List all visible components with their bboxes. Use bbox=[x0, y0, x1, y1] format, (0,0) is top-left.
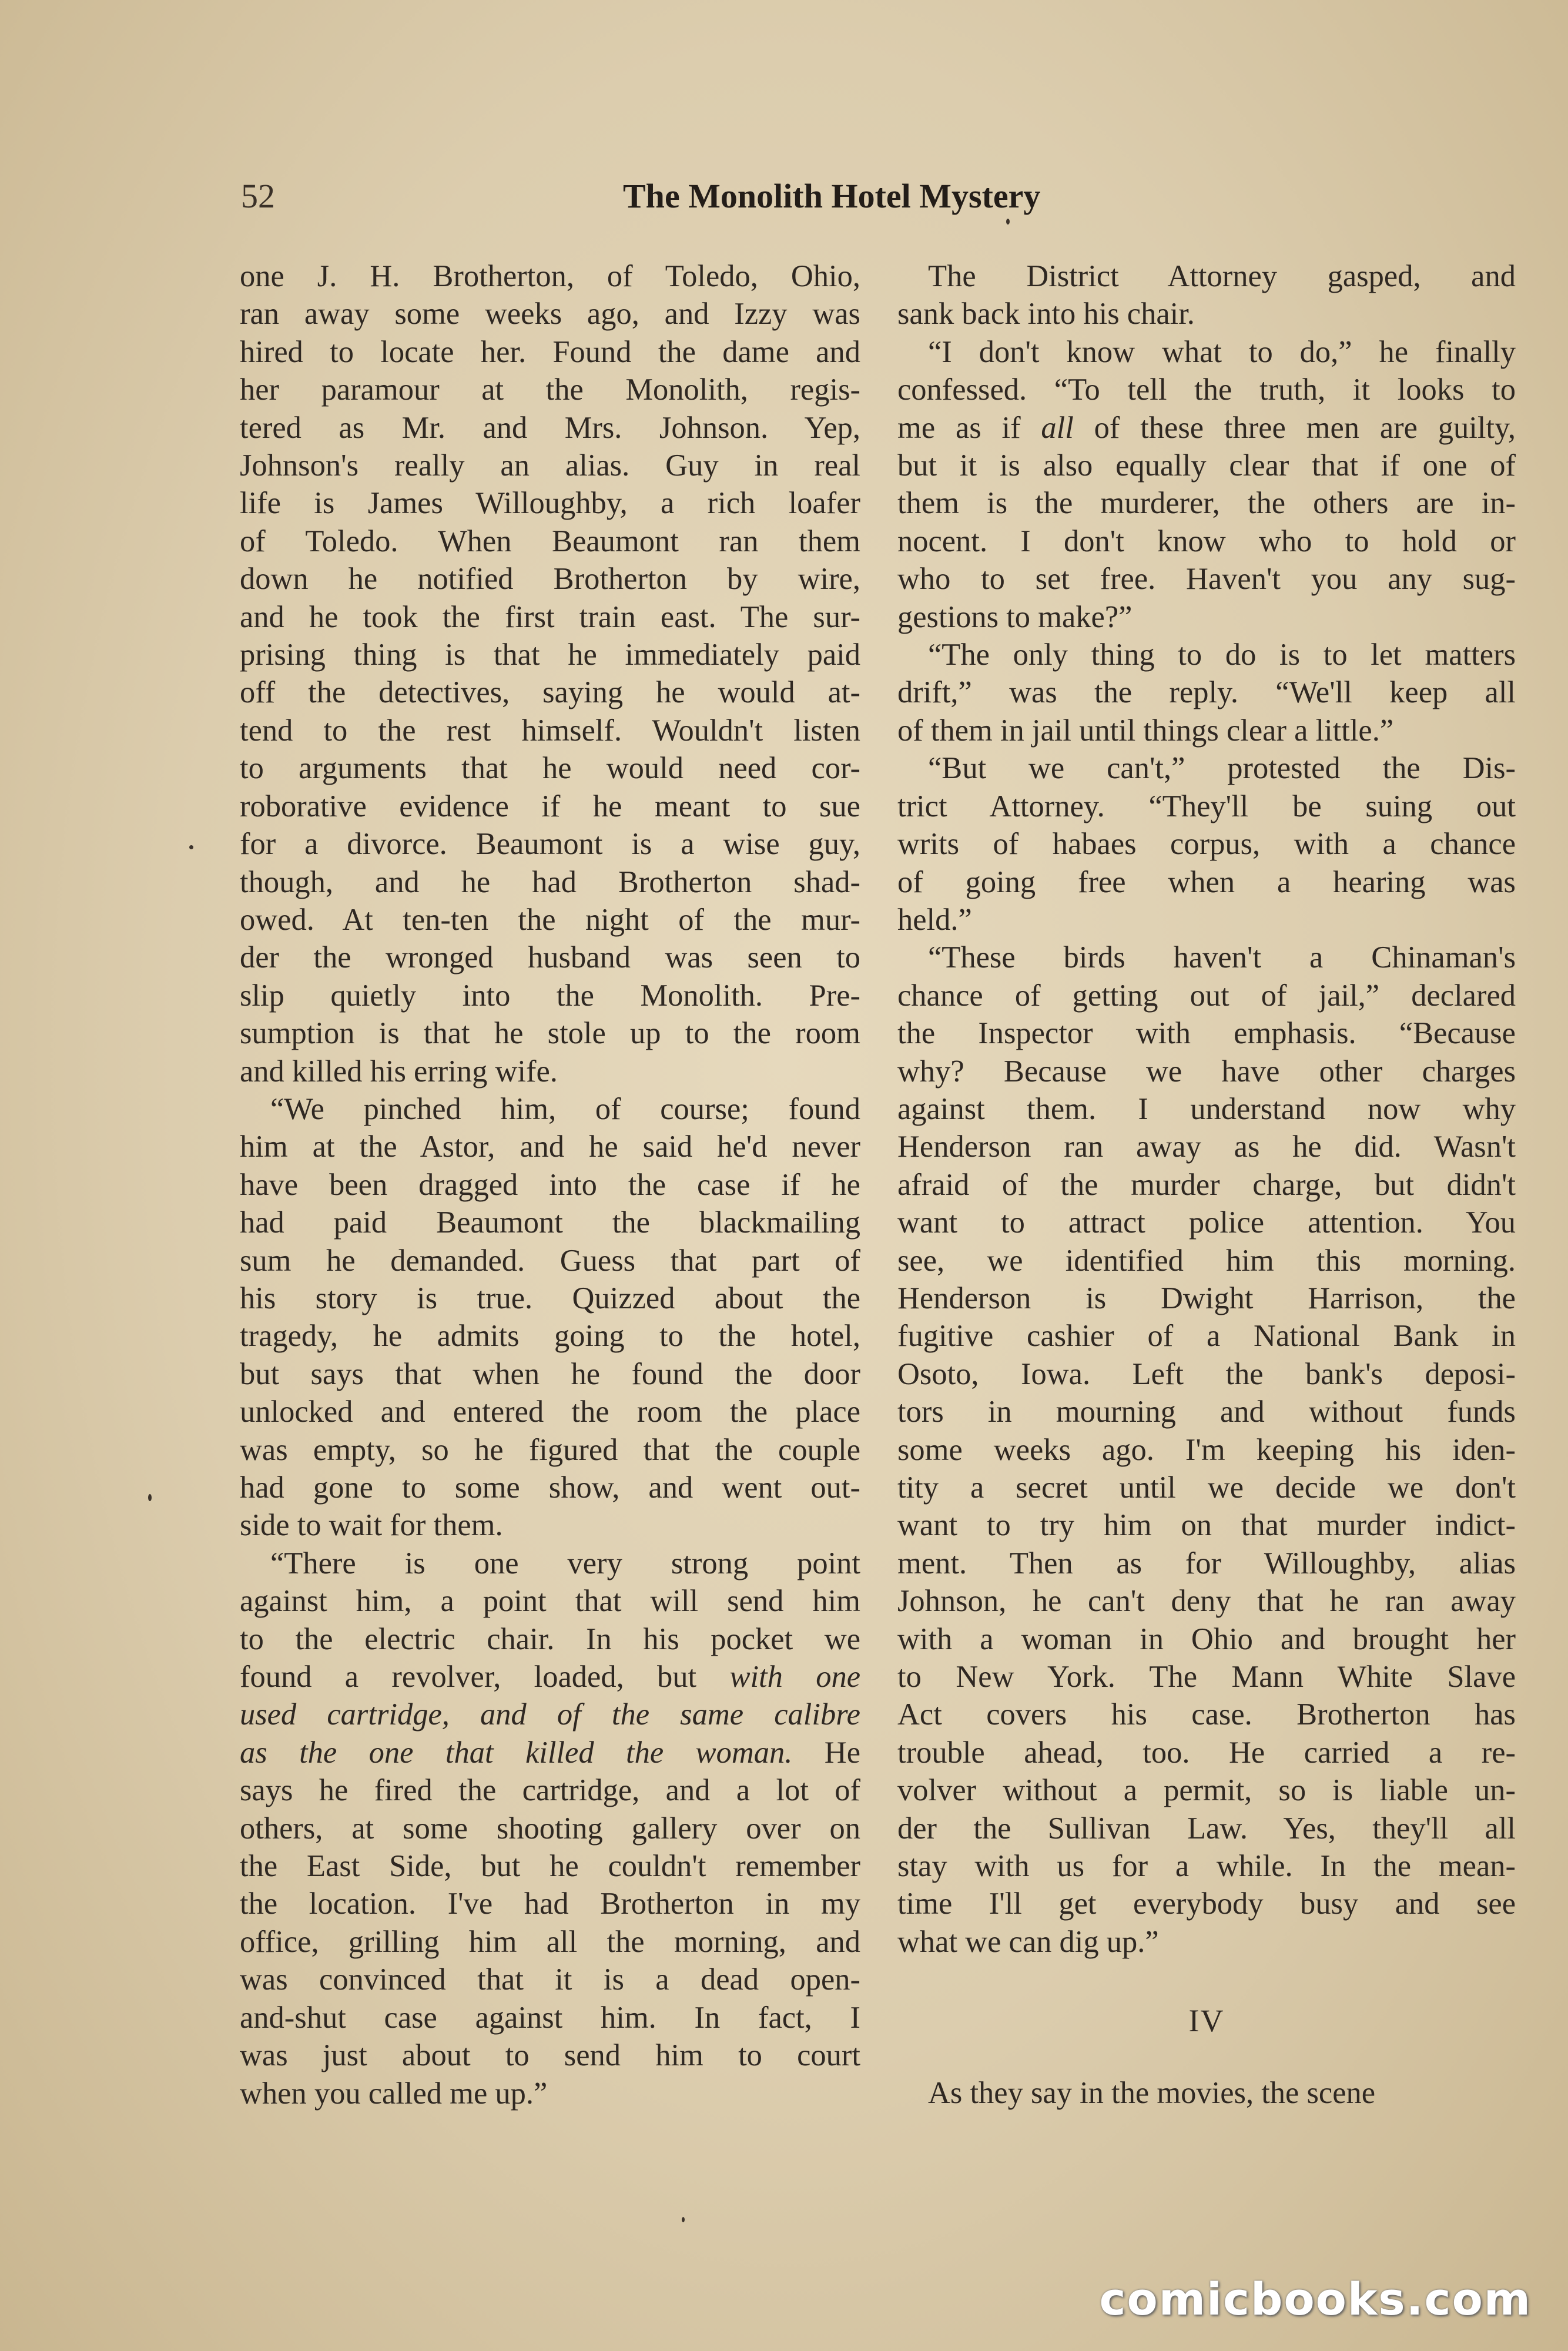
paragraph bbox=[240, 1090, 860, 1545]
text-line: ment. Then as for Willoughby, alias bbox=[897, 1546, 1516, 1580]
text-line: want to try him on that murder indict- bbox=[897, 1508, 1516, 1543]
text-line: who to set free. Haven't you any sug- bbox=[897, 562, 1516, 597]
text-line: his story is true. Quizzed about the bbox=[240, 1281, 860, 1315]
text-line: Osoto, Iowa. Left the bank's deposi- bbox=[897, 1357, 1516, 1391]
text-line: fugitive cashier of a National Bank in bbox=[897, 1319, 1516, 1354]
paper-speck bbox=[148, 1494, 152, 1501]
paragraph bbox=[897, 636, 1516, 749]
text-line: to arguments that he would need cor- bbox=[240, 751, 860, 786]
text-line: time I'll get everybody busy and see bbox=[897, 1887, 1516, 1921]
text-line: others, at some shooting gallery over on bbox=[240, 1811, 860, 1846]
text-line: tragedy, he admits going to the hotel, bbox=[240, 1319, 860, 1354]
text-line: though, and he had Brotherton shad- bbox=[240, 865, 860, 899]
page-number: 52 bbox=[241, 177, 275, 215]
text-line: Johnson's really an alias. Guy in real bbox=[240, 448, 860, 483]
text-line: Henderson ran away as he did. Wasn't bbox=[897, 1130, 1516, 1164]
text-line: nocent. I don't know who to hold or bbox=[897, 524, 1516, 558]
text-line: office, grilling him all the morning, and bbox=[240, 1924, 860, 1959]
text-line: have been dragged into the case if he bbox=[240, 1167, 860, 1202]
text-line: was just about to send him to court bbox=[240, 2038, 860, 2073]
text-line: ran away some weeks ago, and Izzy was bbox=[240, 297, 860, 331]
text-line: the Inspector with emphasis. “Because bbox=[897, 1016, 1516, 1051]
text-line: want to attract police attention. You bbox=[897, 1205, 1516, 1240]
text-line: “There is one very strong point bbox=[270, 1546, 860, 1580]
text-line: had paid Beaumont the blackmailing bbox=[240, 1205, 860, 1240]
text-line: roborative evidence if he meant to sue bbox=[240, 789, 860, 823]
text-line: against them. I understand now why bbox=[897, 1091, 1516, 1126]
running-title: The Monolith Hotel Mystery bbox=[623, 177, 1041, 215]
text-line: der the wronged husband was seen to bbox=[240, 940, 860, 975]
text-line: held.” bbox=[897, 902, 972, 937]
text-line: owed. At ten-ten the night of the mur- bbox=[240, 902, 860, 937]
text-line: one J. H. Brotherton, of Toledo, Ohio, bbox=[240, 259, 860, 293]
text-line: why? Because we have other charges bbox=[897, 1054, 1516, 1089]
paragraph bbox=[240, 1545, 860, 2112]
text-line: drift,” was the reply. “We'll keep all bbox=[897, 675, 1516, 710]
text-line: to New York. The Mann White Slave bbox=[897, 1660, 1516, 1694]
text-line: tend to the rest himself. Wouldn't listen bbox=[240, 713, 860, 748]
paragraph bbox=[240, 257, 860, 1090]
paragraph bbox=[897, 2074, 1516, 2112]
paragraph bbox=[897, 257, 1516, 333]
text-line: “The only thing to do is to let matters bbox=[928, 638, 1516, 672]
text-line: Johnson, he can't deny that he ran away bbox=[897, 1584, 1516, 1619]
text-line: sum he demanded. Guess that part of bbox=[240, 1243, 860, 1278]
section-heading: IV bbox=[1188, 2003, 1225, 2039]
text-line: them is the murderer, the others are in- bbox=[897, 486, 1516, 521]
text-line: gestions to make?” bbox=[897, 600, 1133, 634]
text-line: trouble ahead, too. He carried a re- bbox=[897, 1735, 1516, 1770]
text-line: found a revolver, loaded, but with one bbox=[240, 1660, 860, 1694]
text-line: the East Side, but he couldn't remember bbox=[240, 1849, 860, 1884]
text-line: and killed his erring wife. bbox=[240, 1054, 558, 1089]
text-line: as the one that killed the woman. He bbox=[240, 1735, 860, 1770]
text-line: of them in jail until things clear a little.” bbox=[897, 713, 1394, 748]
text-line: me as if all of these three men are guilty, bbox=[897, 410, 1516, 445]
page-header bbox=[241, 176, 1487, 229]
text-line: had gone to some show, and went out- bbox=[240, 1471, 860, 1505]
text-line: As they say in the movies, the scene bbox=[928, 2075, 1376, 2110]
text-line: the location. I've had Brotherton in my bbox=[240, 1887, 860, 1921]
text-line: “These birds haven't a Chinaman's bbox=[928, 940, 1516, 975]
text-line: “But we can't,” protested the Dis- bbox=[928, 751, 1516, 786]
text-line: “I don't know what to do,” he finally bbox=[928, 334, 1516, 369]
text-line: stay with us for a while. In the mean- bbox=[897, 1849, 1516, 1884]
text-line: used cartridge, and of the same calibre bbox=[240, 1697, 860, 1732]
text-line: was convinced that it is a dead open- bbox=[240, 1962, 860, 1997]
text-line: unlocked and entered the room the place bbox=[240, 1395, 860, 1429]
text-line: when you called me up.” bbox=[240, 2076, 548, 2111]
text-line: and he took the first train east. The sur- bbox=[240, 600, 860, 634]
text-line: but it is also equally clear that if one of bbox=[897, 448, 1516, 483]
right-text-column bbox=[897, 257, 1516, 2112]
paragraph bbox=[897, 333, 1516, 636]
text-line: with a woman in Ohio and brought her bbox=[897, 1622, 1516, 1656]
text-line: sumption is that he stole up to the room bbox=[240, 1016, 860, 1051]
text-line: against him, a point that will send him bbox=[240, 1584, 860, 1619]
text-line: life is James Willoughby, a rich loafer bbox=[240, 486, 860, 521]
text-line: her paramour at the Monolith, regis- bbox=[240, 373, 860, 407]
text-line: slip quietly into the Monolith. Pre- bbox=[240, 978, 860, 1013]
text-line: trict Attorney. “They'll be suing out bbox=[897, 789, 1516, 823]
text-line: but says that when he found the door bbox=[240, 1357, 860, 1391]
text-line: chance of getting out of jail,” declared bbox=[897, 978, 1516, 1013]
left-text-column bbox=[240, 257, 860, 2112]
text-line: tered as Mr. and Mrs. Johnson. Yep, bbox=[240, 410, 860, 445]
text-line: and-shut case against him. In fact, I bbox=[240, 2000, 860, 2035]
text-line: sank back into his chair. bbox=[897, 297, 1195, 331]
text-line: hired to locate her. Found the dame and bbox=[240, 334, 860, 369]
text-line: der the Sullivan Law. Yes, they'll all bbox=[897, 1811, 1516, 1846]
text-line: “We pinched him, of course; found bbox=[270, 1091, 860, 1126]
text-line: what we can dig up.” bbox=[897, 1924, 1159, 1959]
text-line: off the detectives, saying he would at- bbox=[240, 675, 860, 710]
paper-speck bbox=[682, 2217, 685, 2222]
text-line: to the electric chair. In his pocket we bbox=[240, 1622, 860, 1656]
text-line: The District Attorney gasped, and bbox=[928, 259, 1516, 293]
text-line: side to wait for them. bbox=[240, 1508, 503, 1543]
text-line: some weeks ago. I'm keeping his iden- bbox=[897, 1432, 1516, 1467]
text-line: Henderson is Dwight Harrison, the bbox=[897, 1281, 1516, 1315]
text-line: volver without a permit, so is liable un- bbox=[897, 1773, 1516, 1808]
text-line: writs of habaes corpus, with a chance bbox=[897, 827, 1516, 862]
text-line: prising thing is that he immediately paid bbox=[240, 638, 860, 672]
paragraph bbox=[897, 939, 1516, 1961]
text-line: him at the Astor, and he said he'd never bbox=[240, 1130, 860, 1164]
text-line: for a divorce. Beaumont is a wise guy, bbox=[240, 827, 860, 862]
text-line: down he notified Brotherton by wire, bbox=[240, 562, 860, 597]
text-line: of going free when a hearing was bbox=[897, 865, 1516, 899]
paper-speck bbox=[189, 845, 193, 849]
text-line: tors in mourning and without funds bbox=[897, 1395, 1516, 1429]
text-line: afraid of the murder charge, but didn't bbox=[897, 1167, 1516, 1202]
text-line: confessed. “To tell the truth, it looks to bbox=[897, 373, 1516, 407]
paper-speck bbox=[1006, 219, 1010, 225]
text-line: says he fired the cartridge, and a lot of bbox=[240, 1773, 860, 1808]
text-line: see, we identified him this morning. bbox=[897, 1243, 1516, 1278]
text-line: was empty, so he figured that the couple bbox=[240, 1432, 860, 1467]
text-line: Act covers his case. Brotherton has bbox=[897, 1697, 1516, 1732]
text-line: of Toledo. When Beaumont ran them bbox=[240, 524, 860, 558]
watermark-logo: comicbooks.com bbox=[1099, 2273, 1532, 2325]
text-line: tity a secret until we decide we don't bbox=[897, 1471, 1516, 1505]
paragraph bbox=[897, 749, 1516, 939]
